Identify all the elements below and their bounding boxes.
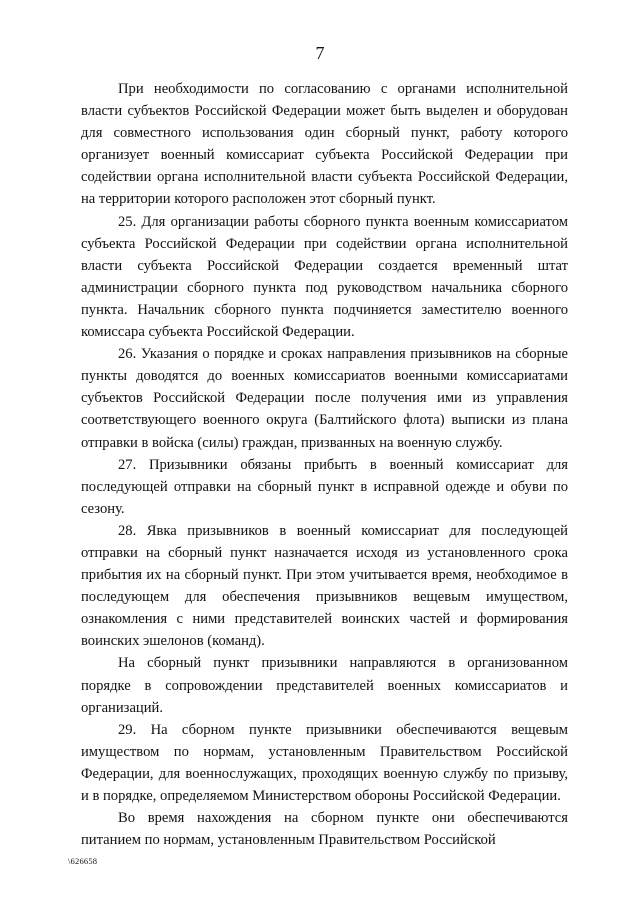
paragraph-29: 29. На сборном пункте призывники обеспечиваются вещевым имуществом по нормам, установленным Правительством Российской Федерации, для военнослужащих, проходящих военную службу по призыву, и в порядке, определяемом Министерством обороны Российской Федерации. (81, 721, 568, 804)
paragraph-29-continued: Во время нахождения на сборном пункте они обеспечиваются питанием по нормам, установленным Правительством Российской (81, 810, 568, 849)
paragraph-collection-point-shared: При необходимости по согласованию с органами исполнительной власти субъектов Российской Федерации может быть выделен и оборудован для совместного использования один сборный пункт, работу которого организует военный комиссариат субъекта Российской Федерации при содействии органа исполнительной власти субъекта Российской Федерации, на территории которого расположен этот сборный пункт. (81, 81, 568, 208)
document-footer-code: \626658 (68, 856, 98, 866)
document-body (81, 78, 568, 851)
paragraph-28: 28. Явка призывников в военный комиссариат для последующей отправки на сборный пункт назначается исходя из установленного срока прибытия их на сборный пункт. При этом учитывается время, необходимое в последующем для обеспечения призывников вещевым имуществом, ознакомления с ними представителей воинских частей и формирования воинских эшелонов (команд). (81, 522, 568, 650)
paragraph-27: 27. Призывники обязаны прибыть в военный комиссариат для последующей отправки на сборный пункт в исправной одежде и обуви по сезону. (81, 456, 568, 517)
page-number: 7 (315, 43, 325, 63)
paragraph-26: 26. Указания о порядке и сроках направления призывников на сборные пункты доводятся до военных комиссариатов военными комиссариатами субъектов Российской Федерации после получения ими из управления соответствующего военного округа (Балтийского флота) выписки из плана отправки в войска (силы) граждан, призванных на военную службу. (81, 346, 568, 451)
paragraph-28-continued: На сборный пункт призывники направляются в организованном порядке в сопровождении представителей военных комиссариатов и организаций. (81, 655, 568, 716)
paragraph-25: 25. Для организации работы сборного пункта военным комиссариатом субъекта Российской Федерации при содействии органа исполнительной власти субъекта Российской Федерации создается временный штат администрации сборного пункта под руководством начальника сборного пункта. Начальник сборного пункта подчиняется заместителю военного комиссара субъекта Российской Федерации. (81, 213, 568, 341)
